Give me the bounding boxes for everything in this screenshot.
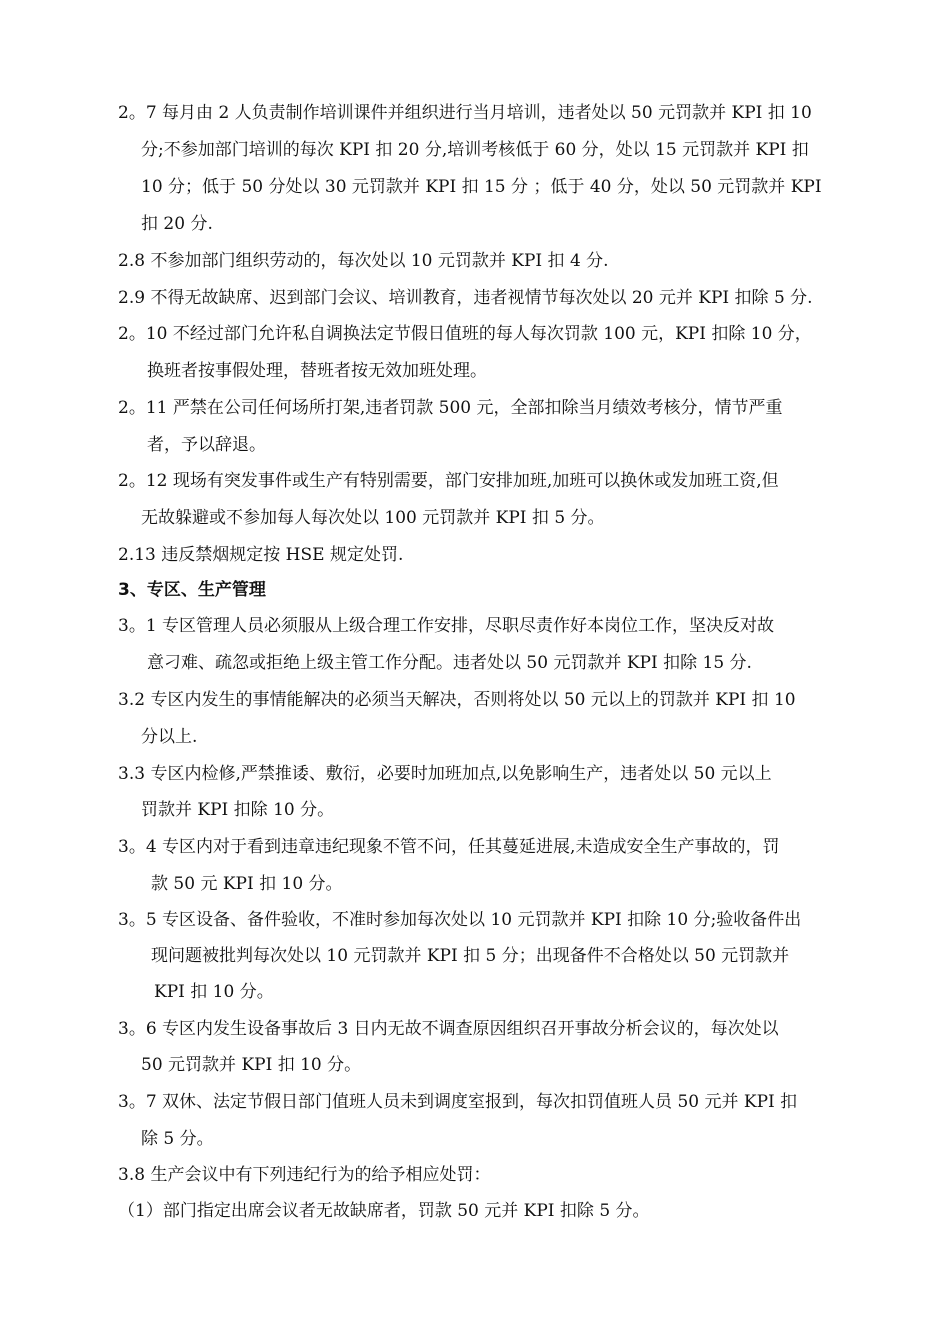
text-line: 无故躲避或不参加每人每次处以 100 元罚款并 KPI 扣 5 分。 <box>141 508 605 528</box>
text-line: KPI 扣 10 分。 <box>154 982 274 1002</box>
text-line: 3。7 双休、法定节假日部门值班人员未到调度室报到，每次扣罚值班人员 50 元并 KPI 扣 <box>118 1092 798 1112</box>
text-line: 3.8 生产会议中有下列违纪行为的给予相应处罚： <box>118 1165 491 1185</box>
text-line: 3.2 专区内发生的事情能解决的必须当天解决，否则将处以 50 元以上的罚款并 KPI 扣 10 <box>118 690 796 710</box>
text-line: 者，予以辞退。 <box>147 435 266 455</box>
text-line: 2。12 现场有突发事件或生产有特别需要，部门安排加班,加班可以换休或发加班工资,但 <box>118 471 779 491</box>
text-line: （1）部门指定出席会议者无故缺席者，罚款 50 元并 KPI 扣除 5 分。 <box>118 1201 650 1221</box>
text-line: 3。1 专区管理人员必须服从上级合理工作安排，尽职尽责作好本岗位工作，坚决反对故 <box>118 616 775 636</box>
text-line: 除 5 分。 <box>141 1129 214 1149</box>
text-line: 扣 20 分. <box>141 214 213 234</box>
section-heading: 3、专区、生产管理 <box>118 580 266 600</box>
text-line: 款 50 元 KPI 扣 10 分。 <box>151 874 343 894</box>
text-line: 分以上. <box>141 727 198 747</box>
text-line: 2.8 不参加部门组织劳动的，每次处以 10 元罚款并 KPI 扣 4 分. <box>118 251 609 271</box>
text-line: 2.9 不得无故缺席、迟到部门会议、培训教育，违者视情节每次处以 20 元并 KPI 扣除 5 分. <box>118 288 813 308</box>
text-line: 3。6 专区内发生设备事故后 3 日内无故不调查原因组织召开事故分析会议的，每次处以 <box>118 1019 779 1039</box>
text-line: 50 元罚款并 KPI 扣 10 分。 <box>141 1055 362 1075</box>
text-line: 2.13 违反禁烟规定按 HSE 规定处罚. <box>118 545 404 565</box>
text-line: 2。10 不经过部门允许私自调换法定节假日值班的每人每次罚款 100 元，KPI 扣除 10 分， <box>118 324 812 344</box>
text-line: 现问题被批判每次处以 10 元罚款并 KPI 扣 5 分；出现备件不合格处以 50 元罚款并 <box>151 946 790 966</box>
text-line: 换班者按事假处理，替班者按无效加班处理。 <box>147 361 487 381</box>
text-line: 10 分；低于 50 分处以 30 元罚款并 KPI 扣 15 分 ；低于 40 分，处以 50 元罚款并 KPI <box>141 177 822 197</box>
text-line: 3。4 专区内对于看到违章违纪现象不管不问，任其蔓延进展,未造成安全生产事故的，罚 <box>118 837 780 857</box>
text-line: 罚款并 KPI 扣除 10 分。 <box>141 800 335 820</box>
text-line: 2。7 每月由 2 人负责制作培训课件并组织进行当月培训，违者处以 50 元罚款并 KPI 扣 10 <box>118 103 812 123</box>
text-line: 意刁难、疏忽或拒绝上级主管工作分配。违者处以 50 元罚款并 KPI 扣除 15 分. <box>147 653 752 673</box>
text-line: 3。5 专区设备、备件验收，不准时参加每次处以 10 元罚款并 KPI 扣除 10 分;验收备件出 <box>118 910 802 930</box>
text-line: 分;不参加部门培训的每次 KPI 扣 20 分,培训考核低于 60 分，处以 15 元罚款并 KPI 扣 <box>141 140 809 160</box>
text-line: 3.3 专区内检修,严禁推诿、敷衍，必要时加班加点,以免影响生产，违者处以 50 元以上 <box>118 764 772 784</box>
text-line: 2。11 严禁在公司任何场所打架,违者罚款 500 元，全部扣除当月绩效考核分，情节严重 <box>118 398 783 418</box>
